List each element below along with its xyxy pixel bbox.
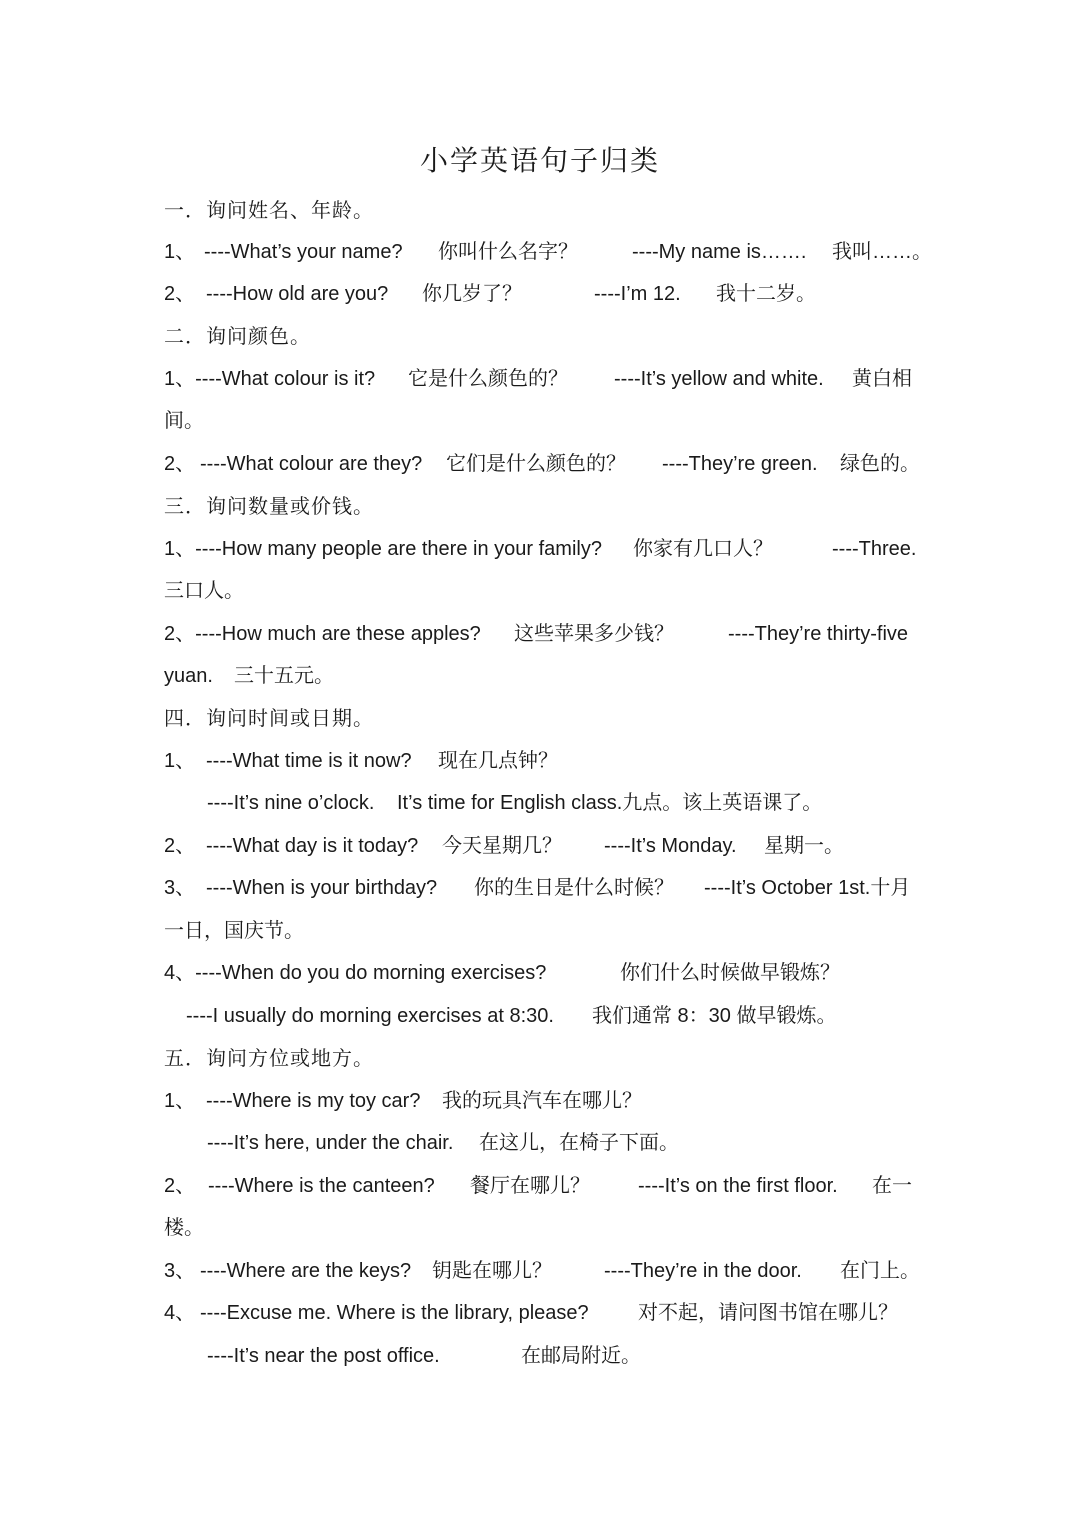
- line-segment: 这些苹果多少钱？: [514, 623, 674, 645]
- line-segment: ----It’s near the post office.: [207, 1345, 440, 1367]
- line-segment: 三口人。: [164, 580, 244, 602]
- line-segment: ----It’s on the first floor.: [638, 1175, 838, 1197]
- section-heading: 二．询问颜色。: [164, 324, 311, 348]
- line-segment: 你几岁了？: [422, 283, 522, 305]
- line-segment: ----What colour are they?: [200, 453, 423, 475]
- line-segment: 在门上。: [840, 1260, 920, 1282]
- line-segment: 你们什么时候做早锻炼？: [620, 962, 840, 984]
- line-segment: yuan.: [164, 665, 213, 687]
- section-heading: 三．询问数量或价钱。: [164, 494, 374, 518]
- line-segment: ----I’m 12.: [594, 283, 681, 305]
- line-segment: 餐厅在哪儿？: [470, 1175, 590, 1197]
- line-segment: ----What time is it now?: [206, 750, 412, 772]
- line-segment: ----When is your birthday?: [206, 877, 438, 899]
- line-segment: 在邮局附近。: [521, 1345, 641, 1367]
- line-segment: 你的生日是什么时候？: [474, 877, 674, 899]
- line-segment: ----They’re in the door.: [604, 1260, 802, 1282]
- line-segment: 2、: [164, 453, 196, 475]
- line-segment: It’s time for English class.九点。该上英语课了。: [397, 792, 823, 814]
- line-segment: 楼。: [164, 1217, 204, 1239]
- line-segment: 3、: [164, 1260, 196, 1282]
- line-segment: ----What’s your name?: [204, 241, 403, 263]
- line-segment: 今天星期几？: [442, 835, 562, 857]
- line-segment: 我叫……。: [832, 241, 932, 263]
- line-segment: 4、: [164, 1302, 196, 1324]
- line-segment: 2、----How much are these apples?: [164, 623, 481, 645]
- line-segment: ----What day is it today?: [206, 835, 419, 857]
- line-segment: ----Where is my toy car?: [206, 1090, 421, 1112]
- line-segment: 3、: [164, 877, 196, 899]
- line-segment: 1、----How many people are there in your family?: [164, 538, 602, 560]
- line-segment: 绿色的。: [840, 453, 920, 475]
- line-segment: 1、: [164, 750, 196, 772]
- line-segment: 现在几点钟？: [438, 750, 558, 772]
- line-segment: 对不起，请问图书馆在哪儿？: [638, 1302, 898, 1324]
- line-segment: ----How old are you?: [206, 283, 389, 305]
- section-heading: 五．询问方位或地方。: [164, 1046, 374, 1070]
- line-segment: 1、: [164, 241, 196, 263]
- line-segment: 2、: [164, 835, 196, 857]
- line-segment: ----It’s yellow and white.: [614, 368, 824, 390]
- line-segment: ----It’s Monday.: [604, 835, 737, 857]
- line-segment: 它是什么颜色的？: [408, 368, 568, 390]
- line-segment: 三十五元。: [234, 665, 334, 687]
- line-segment: ----They’re thirty-five: [728, 623, 909, 645]
- section-heading: 四．询问时间或日期。: [164, 706, 374, 730]
- line-segment: 你叫什么名字？: [438, 241, 578, 263]
- line-segment: 1、: [164, 1090, 196, 1112]
- line-segment: ----Excuse me. Where is the library, please?: [200, 1302, 589, 1324]
- line-segment: 4、----When do you do morning exercises?: [164, 962, 547, 984]
- line-segment: ----Three.: [832, 538, 917, 560]
- line-segment: ----I usually do morning exercises at 8:30.: [186, 1005, 554, 1027]
- line-segment: ----It’s October 1st.十月: [704, 877, 911, 899]
- line-segment: ----It’s here, under the chair.: [207, 1132, 454, 1154]
- line-segment: 一日，国庆节。: [164, 920, 304, 942]
- line-segment: 间。: [164, 410, 204, 432]
- line-segment: 1、----What colour is it?: [164, 368, 376, 390]
- document-title: 小学英语句子归类: [419, 144, 660, 177]
- line-segment: 黄白相: [852, 368, 912, 390]
- line-segment: 2、: [164, 1175, 196, 1197]
- line-segment: 我们通常 8：30 做早锻炼。: [592, 1005, 837, 1027]
- line-segment: 在这儿，在椅子下面。: [479, 1132, 679, 1154]
- line-segment: 我的玩具汽车在哪儿？: [442, 1090, 642, 1112]
- line-segment: 它们是什么颜色的？: [446, 453, 626, 475]
- line-segment: 你家有几口人？: [633, 538, 773, 560]
- line-segment: ----Where is the canteen?: [208, 1175, 435, 1197]
- line-segment: 2、: [164, 283, 196, 305]
- line-segment: ----They’re green.: [662, 453, 818, 475]
- line-segment: 钥匙在哪儿？: [432, 1260, 552, 1282]
- line-segment: 在一: [872, 1175, 912, 1197]
- line-segment: 星期一。: [764, 835, 844, 857]
- line-segment: ----It’s nine o’clock.: [207, 792, 375, 814]
- section-heading: 一．询问姓名、年龄。: [164, 198, 374, 222]
- line-segment: ----My name is…….: [632, 241, 807, 263]
- line-segment: 我十二岁。: [716, 283, 816, 305]
- line-segment: ----Where are the keys?: [200, 1260, 412, 1282]
